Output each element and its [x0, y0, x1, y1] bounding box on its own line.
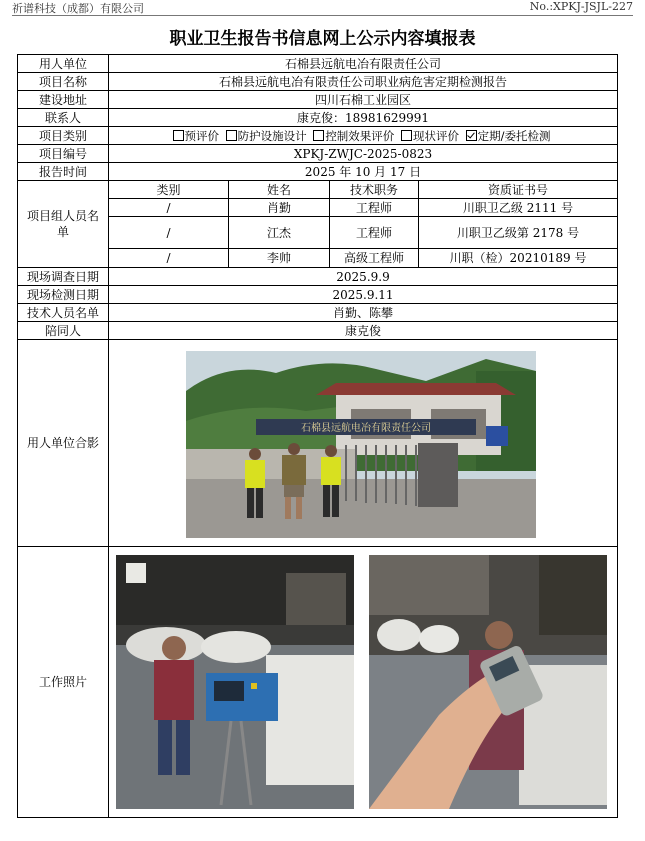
checkbox-icon — [401, 130, 412, 141]
report-date-value: 2025 年 10 月 17 日 — [109, 163, 618, 181]
work-photo-1-image — [116, 555, 354, 809]
table-row-title: 工程师 — [330, 199, 419, 217]
escort-value: 康克俊 — [109, 322, 618, 340]
table-row-name: 肖勤 — [229, 199, 330, 217]
category-label: 项目类别 — [18, 127, 109, 145]
header-rule — [12, 15, 633, 16]
checked-checkbox-icon — [466, 130, 477, 141]
table-row-category: / — [109, 217, 229, 249]
test-date-value: 2025.9.11 — [109, 286, 618, 304]
team-header-category: 类别 — [109, 181, 229, 199]
gate-sign-text: 石棉县远航电冶有限责任公司 — [301, 423, 431, 434]
address-label: 建设地址 — [18, 91, 109, 109]
table-row-cert: 川职卫乙级第 2178 号 — [419, 217, 618, 249]
category-options — [109, 127, 618, 145]
category-option-protection-design[interactable]: 防护设施设计 — [226, 129, 307, 143]
table-row-name: 李帅 — [229, 249, 330, 268]
company-header: 祈谱科技（成都）有限公司 — [12, 2, 144, 15]
category-option-status-eval[interactable]: 现状评价 — [401, 129, 459, 143]
project-name-label: 项目名称 — [18, 73, 109, 91]
group-photo-image — [186, 351, 536, 538]
team-header-title: 技术职务 — [330, 181, 419, 199]
address-value: 四川石棉工业园区 — [109, 91, 618, 109]
category-option-periodic-test[interactable]: 定期/委托检测 — [466, 129, 551, 143]
team-label: 项目组人员名单 — [18, 181, 109, 268]
team-header-cert: 资质证书号 — [419, 181, 618, 199]
category-option-control-eval[interactable]: 控制效果评价 — [313, 129, 394, 143]
tech-staff-label: 技术人员名单 — [18, 304, 109, 322]
work-photos-label: 工作照片 — [18, 547, 109, 818]
group-photo-label: 用人单位合影 — [18, 340, 109, 547]
escort-label: 陪同人 — [18, 322, 109, 340]
table-row-cert: 川职卫乙级 2111 号 — [419, 199, 618, 217]
contact-value: 康克俊：18981629991 — [109, 109, 618, 127]
checkbox-icon — [313, 130, 324, 141]
survey-date-value: 2025.9.9 — [109, 268, 618, 286]
checkbox-icon — [226, 130, 237, 141]
test-date-label: 现场检测日期 — [18, 286, 109, 304]
table-row-title: 工程师 — [330, 217, 419, 249]
table-row-title: 高级工程师 — [330, 249, 419, 268]
team-header-name: 姓名 — [229, 181, 330, 199]
table-row-category: / — [109, 249, 229, 268]
table-row-cert: 川职（检）20210189 号 — [419, 249, 618, 268]
table-row-category: / — [109, 199, 229, 217]
page-title: 职业卫生报告书信息网上公示内容填报表 — [169, 29, 476, 49]
employer-value: 石棉县远航电冶有限责任公司 — [109, 55, 618, 73]
project-no-label: 项目编号 — [18, 145, 109, 163]
work-photo-1 — [116, 555, 354, 809]
contact-label: 联系人 — [18, 109, 109, 127]
report-date-label: 报告时间 — [18, 163, 109, 181]
table-row-name: 江杰 — [229, 217, 330, 249]
project-no-value: XPKJ-ZWJC-2025-0823 — [109, 145, 618, 163]
checkbox-icon — [173, 130, 184, 141]
document-number: No.:XPKJ-JSJL-227 — [529, 0, 633, 13]
work-photo-2 — [369, 555, 607, 809]
survey-date-label: 现场调查日期 — [18, 268, 109, 286]
employer-label: 用人单位 — [18, 55, 109, 73]
tech-staff-value: 肖勤、陈攀 — [109, 304, 618, 322]
group-photo-cell — [109, 340, 618, 547]
disclosure-form-table — [17, 54, 618, 818]
category-option-pre-eval[interactable]: 预评价 — [173, 129, 220, 143]
work-photo-2-image — [369, 555, 607, 809]
work-photos-cell — [109, 547, 618, 818]
project-name-value: 石棉县远航电冶有限责任公司职业病危害定期检测报告 — [109, 73, 618, 91]
group-photo — [186, 351, 536, 538]
